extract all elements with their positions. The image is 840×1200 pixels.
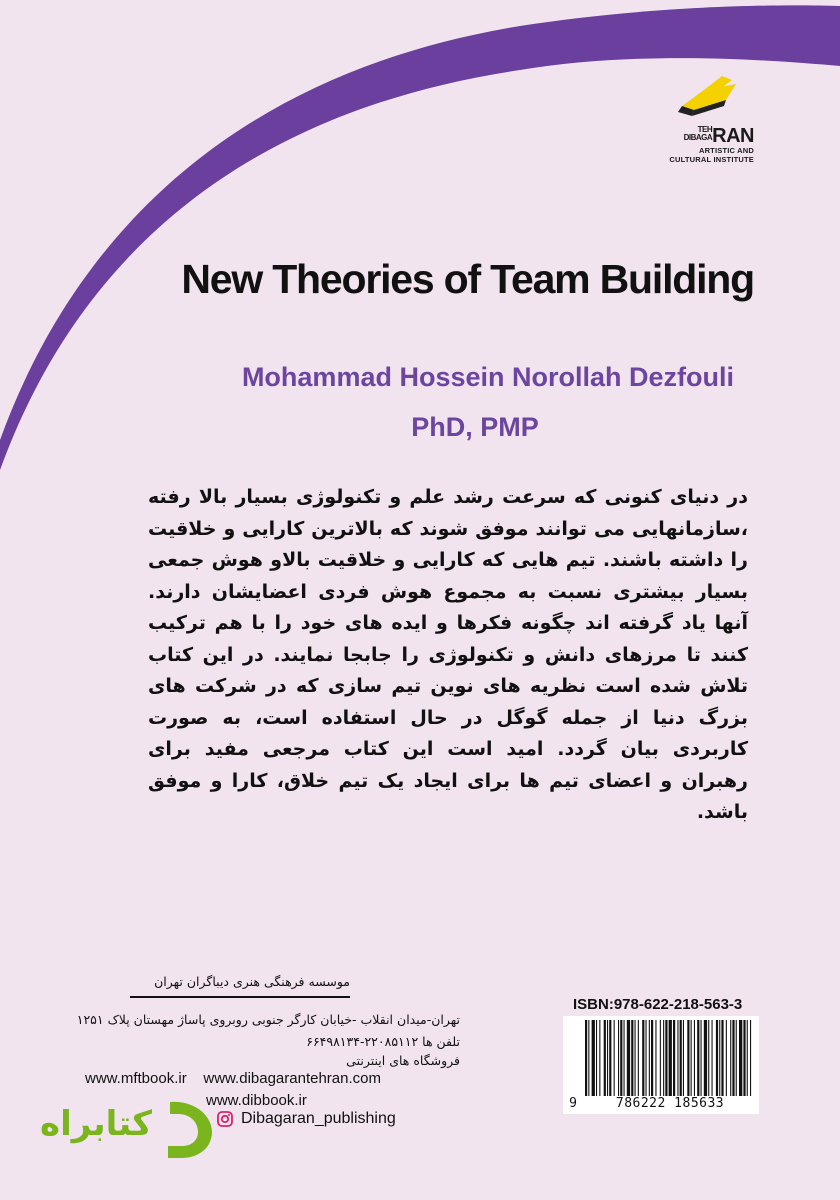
- barcode-bar: [730, 1020, 731, 1096]
- barcode-bar: [747, 1020, 748, 1096]
- logo-wordmark: TEH DIBAGARAN ARTISTIC AND CULTURAL INSTITUTE: [669, 125, 754, 164]
- barcode-bar: [743, 1020, 745, 1096]
- barcode-bar: [665, 1020, 667, 1096]
- ketabrah-wordmark: کتابراه: [40, 1104, 153, 1144]
- instagram-icon: [217, 1111, 233, 1127]
- author-degree: PhD, PMP: [411, 412, 539, 442]
- barcode-bar: [736, 1020, 737, 1096]
- barcode-lead-digit: 9: [569, 1096, 577, 1111]
- barcode-bar: [673, 1020, 675, 1096]
- book-title: New Theories of Team Building: [181, 256, 754, 302]
- barcode-bar: [750, 1020, 751, 1106]
- barcode-bar: [687, 1020, 689, 1096]
- barcode-bar: [683, 1020, 684, 1096]
- barcode-bar: [691, 1020, 692, 1096]
- author-name: Mohammad Hossein Norollah Dezfouli: [241, 362, 734, 392]
- publisher-name: موسسه فرهنگی هنری دیباگران تهران: [130, 974, 350, 998]
- barcode-bar: [680, 1020, 682, 1096]
- online-stores-label: فروشگاه های اینترنتی: [346, 1053, 460, 1068]
- barcode-bar: [732, 1020, 734, 1096]
- barcode-bar: [631, 1020, 633, 1096]
- barcode-bar: [614, 1020, 615, 1096]
- barcode-digits: 786222 185633: [585, 1096, 755, 1111]
- barcode-bar: [627, 1020, 630, 1096]
- barcode-bar: [596, 1020, 597, 1096]
- barcode-bar: [663, 1020, 664, 1096]
- barcode-bar: [712, 1020, 713, 1096]
- publisher-phone: تلفن ها ۲۲۰۸۵۱۱۲-۶۶۴۹۸۱۳۴: [306, 1034, 460, 1049]
- barcode-bar: [651, 1020, 653, 1096]
- barcode-bar: [588, 1020, 589, 1106]
- barcode-bar: [620, 1020, 622, 1096]
- barcode-bar: [618, 1020, 619, 1096]
- website-link[interactable]: www.dibagarantehran.com: [203, 1070, 381, 1087]
- barcode-bar: [646, 1020, 647, 1096]
- isbn-label: ISBN:978-622-218-563-3: [573, 996, 743, 1013]
- barcode-bar: [609, 1020, 611, 1096]
- instagram-row: [217, 1110, 396, 1128]
- ketabrah-logo: [40, 1098, 215, 1160]
- barcode-bar: [585, 1020, 587, 1106]
- publisher-logo: [664, 70, 754, 164]
- barcode-bar: [669, 1020, 672, 1106]
- barcode-bar: [704, 1020, 707, 1096]
- book-logo-icon: [674, 70, 744, 122]
- websites-row: [85, 1070, 381, 1087]
- barcode-bar: [635, 1020, 636, 1096]
- barcode-bar: [677, 1020, 678, 1096]
- barcode-bar: [701, 1020, 702, 1096]
- barcode-bar: [655, 1020, 656, 1096]
- barcode-bar: [739, 1020, 742, 1096]
- website-link[interactable]: www.mftbook.ir: [85, 1070, 187, 1087]
- barcode-bar: [638, 1020, 639, 1096]
- barcode-bar: [642, 1020, 644, 1096]
- barcode-bar: [607, 1020, 608, 1096]
- barcode-bar: [726, 1020, 727, 1096]
- barcode-bar: [716, 1020, 718, 1096]
- barcode-bar: [604, 1020, 606, 1096]
- isbn-barcode: [563, 1016, 759, 1114]
- publisher-address: تهران-میدان انقلاب -خیابان کارگر جنوبی روبروی پاساژ مهستان پلاک ۱۲۵۱: [76, 1012, 460, 1027]
- barcode-bar: [660, 1020, 661, 1096]
- instagram-handle[interactable]: Dibagaran_publishing: [241, 1110, 396, 1127]
- barcode-bar: [721, 1020, 723, 1096]
- barcode-bar: [649, 1020, 650, 1096]
- barcode-bar: [694, 1020, 695, 1096]
- barcode-bar: [624, 1020, 625, 1096]
- website-link[interactable]: www.dibbook.ir: [206, 1092, 307, 1109]
- barcode-bar: [708, 1020, 709, 1096]
- barcode-bar: [592, 1020, 595, 1096]
- barcode-bar: [697, 1020, 699, 1096]
- barcode-bar: [719, 1020, 720, 1096]
- barcode-bar: [599, 1020, 600, 1096]
- book-description: در دنیای کنونی که سرعت رشد علم و تکنولوژی بسیار بالا رفته ،سازمانهایی می توانند موفق شوند که بالاترین کارایی و خلاقیت را داشته باشند. تیم هایی که کارایی و خلاقیت بالاو هوش جمعی بسیار بیشتری نسبت به مجموع هوش فردی اعضایشان دارند. آنها یاد گرفته اند چگونه فکرها و ایده های خود را با هم ترکیب کنند تا مرزهای دانش و تکنولوژی را جابجا نمایند. در این کتاب تلاش شده است نظریه های نوین تیم سازی که در شرکت های بزرگ دنیا از جمله گوگل در حال استفاده است، به صورت کاربردی بیان گردد. امید است این کتاب مرجعی مفید برای رهبران و اعضای تیم ها برای ایجاد یک تیم خلاق، کارا و موفق باشد.: [148, 486, 748, 823]
